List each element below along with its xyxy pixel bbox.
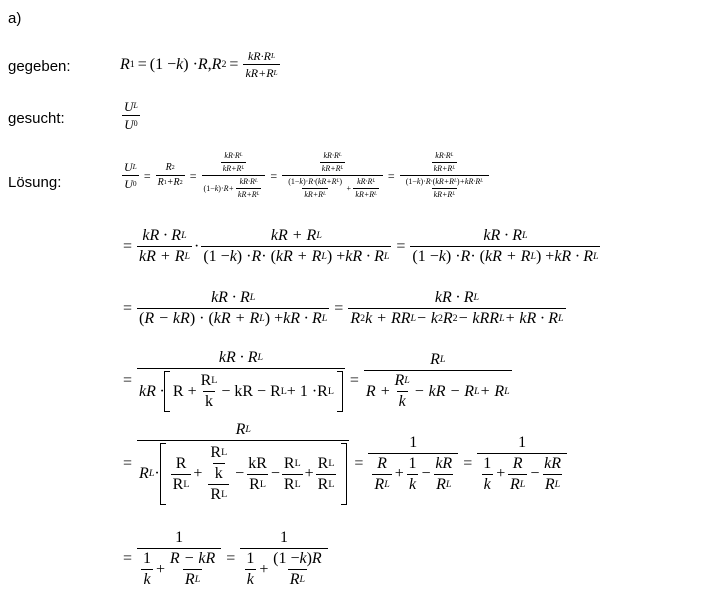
solution-step-1: U L U 0 = R 2 R 1 +R 2 = kR·R L kR+R L (1− k )· R+ kR·R L kR+R L = kR·R L kR+R L (1− k )· R· ( kR+R L ) kR+R L + kR·R L kR+R L = kR·R L kR+R L (1− k )· R· ( kR+R L ) +kR·R L kR+R L [120, 152, 491, 199]
solution-step-3: = kR · R L ( R − kR ) · ( kR + R L ) + kR · R L = kR · R L R 2 k + RR L − k 2 R 2 − kRR L + kR · R L [123, 289, 564, 327]
sought-formula: U L U 0 [124, 99, 138, 132]
solution-step-2: = kR · R L kR + R L · kR + R L (1 − k ) · R · ( kR + R L ) + kR · R L = kR · R L (1 − k ) · R · ( kR + R L ) + kR · R L [123, 227, 599, 265]
part-label: a) [8, 10, 22, 27]
solution-step-5: = R L R L · R R L + R L k R L − kR R L − R L R L + R L R L = 1 R R L + 1 k − kR R L = 1 1 k + R R L − kR R L [120, 422, 569, 505]
solution-label: Lösung: [8, 174, 62, 191]
given-formula: R 1 = (1 − k ) · R , R 2 = kR·R L kR+R L [120, 49, 278, 80]
sought-label: gesucht: [8, 110, 65, 127]
numerator-one: 1 [409, 433, 418, 451]
solution-step-4: = kR · R L kR · R + R L k − kR − R L + 1 · R L = R L R + R L k − kR − R L + R L [123, 349, 510, 410]
given-label: gegeben: [8, 58, 71, 75]
solution-step-6: = 1 1 k + R − kR R L = 1 1 k + (1 − k ) R R L [120, 530, 330, 588]
